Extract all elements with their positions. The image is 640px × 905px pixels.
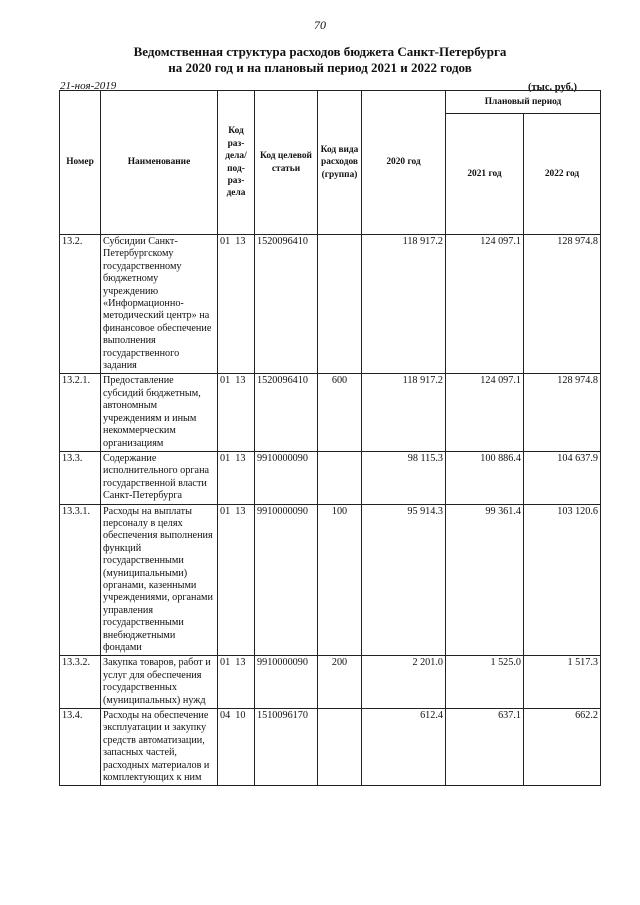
row-number: 13.2.1. xyxy=(60,374,101,451)
row-razdel xyxy=(218,709,255,786)
row-razdel xyxy=(218,235,255,374)
table-body xyxy=(60,235,601,786)
row-target: 1520096410 xyxy=(255,374,318,451)
table-row xyxy=(60,709,601,786)
row-type xyxy=(318,235,362,374)
header-razdel: Код раз-дела/ под-раз-дела xyxy=(218,91,255,235)
header-row xyxy=(60,91,601,114)
row-number: 13.2. xyxy=(60,235,101,374)
row-type: 600 xyxy=(318,374,362,451)
header-target: Код целевой статьи xyxy=(255,91,318,235)
title-line-1: Ведомственная структура расходов бюджета Санкт-Петербурга xyxy=(133,44,507,59)
table-row xyxy=(60,374,601,451)
row-2021: 1 525.0 xyxy=(446,656,524,709)
header-2022: 2022 год xyxy=(524,114,601,235)
title-line-2: на 2020 год и на плановый период 2021 и 2022 годов xyxy=(168,60,472,75)
row-razdel-code: 01 xyxy=(220,375,231,387)
header-2021: 2021 год xyxy=(446,114,524,235)
row-type xyxy=(318,709,362,786)
row-target: 9910000090 xyxy=(255,504,318,656)
row-number: 13.3. xyxy=(60,451,101,504)
row-number: 13.4. xyxy=(60,709,101,786)
row-razdel-code: 01 xyxy=(220,505,231,517)
table-row xyxy=(60,235,601,374)
row-2022: 128 974.8 xyxy=(524,374,601,451)
header-planned-period: Плановый период xyxy=(446,91,601,114)
row-type: 100 xyxy=(318,504,362,656)
row-target: 9910000090 xyxy=(255,451,318,504)
row-2022: 1 517.3 xyxy=(524,656,601,709)
row-podrazdel-code: 10 xyxy=(235,710,246,722)
budget-table xyxy=(59,90,601,786)
row-razdel-code: 04 xyxy=(220,710,231,722)
row-2022: 103 120.6 xyxy=(524,504,601,656)
row-2021: 124 097.1 xyxy=(446,374,524,451)
row-type xyxy=(318,451,362,504)
row-target: 1510096170 xyxy=(255,709,318,786)
row-razdel-code: 01 xyxy=(220,452,231,464)
header-number: Номер xyxy=(60,91,101,235)
row-razdel xyxy=(218,504,255,656)
row-number: 13.3.2. xyxy=(60,656,101,709)
row-podrazdel-code: 13 xyxy=(235,505,246,517)
row-type: 200 xyxy=(318,656,362,709)
row-podrazdel-code: 13 xyxy=(235,375,246,387)
row-2022: 128 974.8 xyxy=(524,235,601,374)
row-name: Содержание исполнительного органа государственной власти Санкт-Петербурга xyxy=(101,451,218,504)
row-target: 9910000090 xyxy=(255,656,318,709)
document-date: 21-ноя-2019 xyxy=(60,80,117,92)
row-podrazdel-code: 13 xyxy=(235,657,246,669)
row-2021: 637.1 xyxy=(446,709,524,786)
row-2022: 104 637.9 xyxy=(524,451,601,504)
row-2022: 662.2 xyxy=(524,709,601,786)
units-label: (тыс. руб.) xyxy=(528,82,577,93)
table-row xyxy=(60,504,601,656)
header-type: Код вида расходов (группа) xyxy=(318,91,362,235)
row-number: 13.3.1. xyxy=(60,504,101,656)
row-2020: 612.4 xyxy=(362,709,446,786)
row-2020: 2 201.0 xyxy=(362,656,446,709)
row-name: Расходы на выплаты персоналу в целях обеспечения выполнения функций государственными (муниципальными) органами, казенными учреждениями, органами управления государственными внебюджетными фондами xyxy=(101,504,218,656)
table-row xyxy=(60,451,601,504)
page-number: 70 xyxy=(314,18,326,32)
row-2021: 124 097.1 xyxy=(446,235,524,374)
row-razdel-code: 01 xyxy=(220,236,231,247)
row-name: Субсидии Санкт-Петербургскому государственному бюджетному учреждению «Информационно-методический центр» на финансовое обеспечение выполнения государственного задания xyxy=(101,235,218,374)
document-title xyxy=(0,44,640,76)
header-name: Наименование xyxy=(101,91,218,235)
row-name: Закупка товаров, работ и услуг для обеспечения государственных (муниципальных) нужд xyxy=(101,656,218,709)
row-2020: 95 914.3 xyxy=(362,504,446,656)
row-podrazdel-code: 13 xyxy=(235,452,246,464)
row-name: Расходы на обеспечение эксплуатации и закупку средств автоматизации, запасных частей, расходных материалов и комплектующих к ним xyxy=(101,709,218,786)
row-razdel xyxy=(218,656,255,709)
header-2020: 2020 год xyxy=(362,91,446,235)
row-podrazdel-code: 13 xyxy=(235,236,246,247)
row-2020: 118 917.2 xyxy=(362,235,446,374)
table-row xyxy=(60,656,601,709)
row-razdel xyxy=(218,451,255,504)
row-2021: 100 886.4 xyxy=(446,451,524,504)
row-2020: 118 917.2 xyxy=(362,374,446,451)
row-target: 1520096410 xyxy=(255,235,318,374)
row-razdel-code: 01 xyxy=(220,657,231,669)
row-razdel xyxy=(218,374,255,451)
row-2020: 98 115.3 xyxy=(362,451,446,504)
row-2021: 99 361.4 xyxy=(446,504,524,656)
row-name: Предоставление субсидий бюджетным, автономным учреждениям и иным некоммерческим организациям xyxy=(101,374,218,451)
